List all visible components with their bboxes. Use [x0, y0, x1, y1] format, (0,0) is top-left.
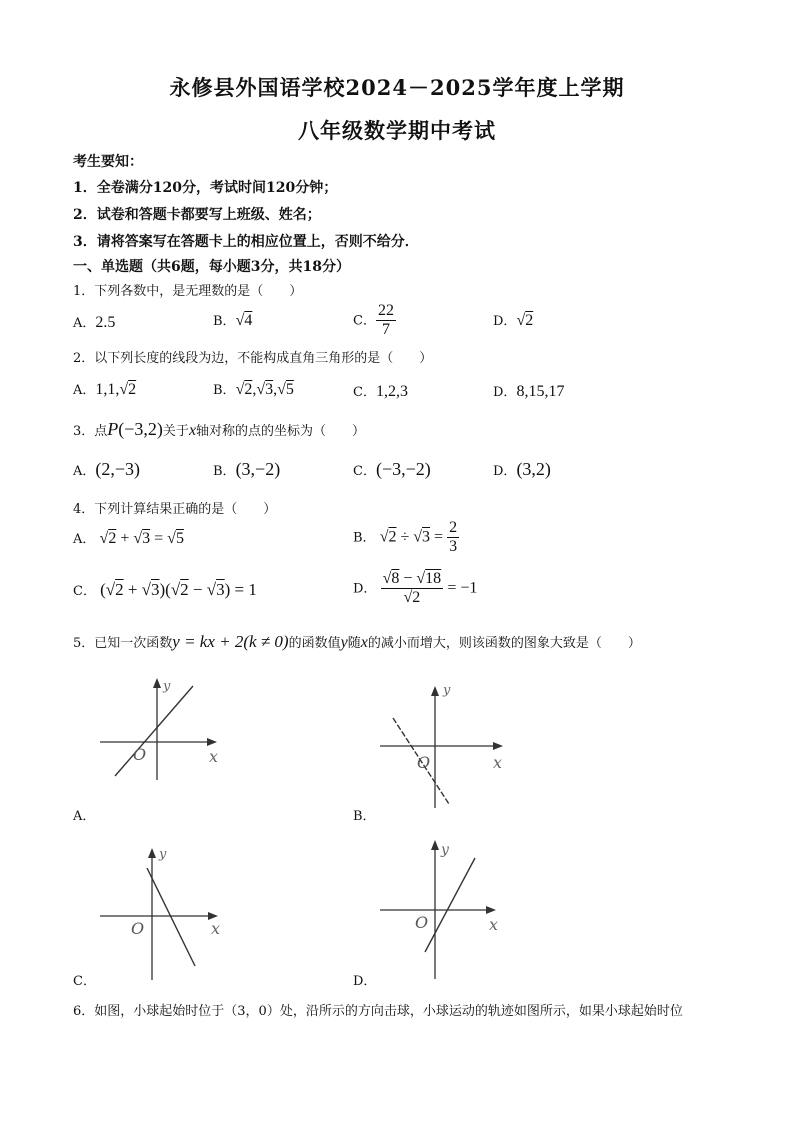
fraction-denominator: 7 [381, 321, 390, 339]
option-label: D． [493, 385, 517, 400]
axis-y-label: y [159, 847, 167, 862]
q1-option-b: B．√4 [213, 312, 253, 329]
graph-b-label: B． [353, 809, 376, 824]
stem-text: 随 [347, 636, 361, 651]
option-value: (2,−3) [95, 459, 141, 479]
radicand: 3 [265, 381, 274, 398]
axis-var: x [188, 422, 197, 439]
graph-option-c [95, 840, 235, 980]
q4-option-d: D． $\frac{√8 - √18}{√2}$ = −1 [353, 570, 478, 607]
option-value: (−3,−2) [375, 459, 431, 479]
notice-item-3: 3．请将答案写在答题卡上的相应位置上，否则不给分． [73, 234, 419, 250]
graph-option-b [375, 680, 515, 810]
radicand: 2 [108, 530, 117, 547]
section-heading: 一、单选题（共6题，每小题3分，共18分） [73, 259, 350, 275]
stem-text: 的函数值 [288, 636, 341, 651]
notice-item-2: 2．试卷和答题卡都要写上班级、姓名； [73, 207, 321, 223]
question-2-stem: 2．以下列长度的线段为边，不能构成直角三角形的是（ ） [73, 351, 433, 366]
radicand: 2 [525, 312, 534, 329]
graph-option-d [375, 834, 515, 979]
axis-x-label: x [489, 915, 499, 934]
equation-result: = −1 [447, 579, 478, 597]
q1-option-c [353, 302, 396, 340]
question-5-stem [73, 632, 641, 652]
radicand: 2 [388, 528, 397, 546]
option-label: B． [353, 530, 376, 546]
q4-option-a: A． √2 + √3 = √5 [73, 530, 184, 547]
axis-y-label: y [443, 683, 451, 698]
fraction-denominator: 3 [449, 538, 458, 556]
option-label: A． [73, 464, 96, 479]
q3-option-d [493, 459, 551, 480]
graph-c-label: C． [73, 974, 96, 989]
question-6-stem: 6．如图，小球起始时位于（3，0）处，沿所示的方向击球，小球运动的轨迹如图所示，如果小球起始时位 [73, 1004, 683, 1019]
q3-option-b [213, 459, 280, 480]
stem-text: 轴对称的点的坐标为（ ） [196, 424, 366, 439]
axis-y-label: y [163, 679, 171, 694]
option-label: A． [73, 532, 96, 547]
exam-title-line2: 八年级数学期中考试 [298, 118, 496, 143]
option-value: 8,15,17 [516, 383, 565, 400]
option-label: D． [353, 581, 377, 597]
radicand: 2 [180, 580, 189, 599]
option-label: C． [353, 313, 376, 329]
option-value: 1,2,3 [375, 383, 408, 400]
radicand: 8 [391, 570, 400, 587]
option-label: C． [353, 464, 376, 479]
option-value: (3,−2) [235, 459, 281, 479]
radicand: 2 [115, 580, 124, 599]
radicand: 2 [412, 589, 421, 607]
option-label: D． [493, 314, 517, 329]
point-name: P [107, 419, 119, 439]
equation-result: = 1 [234, 580, 257, 599]
option-value: (3,2) [516, 459, 551, 479]
radicand: 2 [244, 381, 253, 398]
radicand: 5 [175, 530, 184, 547]
graph-a-label: A． [73, 809, 96, 824]
origin-label: O [417, 753, 431, 772]
graph-d-label: D． [353, 974, 377, 989]
axis-x-label: x [211, 919, 221, 938]
option-label: C． [73, 584, 96, 599]
q2-option-d [493, 381, 564, 401]
q2-option-a: A．1,1,√2 [73, 381, 137, 398]
option-label: D． [493, 464, 517, 479]
function-expression: y = kx + 2(k ≠ 0) [172, 632, 289, 651]
notice-heading: 考生要知： [73, 154, 143, 170]
stem-text: 5．已知一次函数 [73, 636, 173, 651]
question-3-stem [73, 419, 365, 440]
stem-text: 关于 [162, 424, 189, 439]
q4-option-b: B． √2 ÷ √3 = $\frac{2}{3}$ [353, 519, 458, 556]
radicand: 3 [422, 528, 431, 546]
point-coords: (−3,2) [118, 419, 163, 439]
axis-x-label: x [493, 753, 503, 772]
question-4-stem: 4．下列计算结果正确的是（ ） [73, 502, 277, 517]
radicand: 3 [142, 530, 151, 547]
radicand: 4 [244, 312, 253, 329]
q1-option-d: D．√2 [493, 312, 534, 329]
option-value: 2.5 [95, 314, 116, 331]
stem-text: 3．点 [73, 424, 108, 439]
q2-option-c [353, 381, 408, 401]
q4-option-c: C． (√2 + √3)(√2 − √3) = 1 [73, 580, 257, 599]
stem-text: 的减小而增大，则该函数的图象大致是（ ） [367, 636, 641, 651]
option-label: C． [353, 385, 376, 400]
option-label: A． [73, 383, 96, 398]
fraction-numerator: 22 [376, 302, 396, 321]
graph-option-a [95, 672, 235, 782]
var-y: y [340, 634, 348, 651]
origin-label: O [133, 745, 147, 764]
origin-label: O [131, 919, 145, 938]
option-label: B． [213, 314, 236, 329]
q3-option-a [73, 459, 140, 480]
radicand: 3 [216, 580, 225, 599]
axis-y-label: y [441, 842, 449, 858]
radicand: 18 [425, 570, 442, 587]
radicand: 2 [128, 381, 137, 398]
question-1-stem: 1．下列各数中，是无理数的是（ ） [73, 284, 303, 299]
option-label: B． [213, 464, 236, 479]
exam-title-line1: 永修县外国语学校2024－2025学年度上学期 [169, 75, 625, 100]
radicand: 3 [151, 580, 160, 599]
option-label: B． [213, 383, 236, 398]
var-x: x [360, 634, 368, 651]
notice-item-1: 1．全卷满分120分，考试时间120分钟； [73, 180, 338, 196]
origin-label: O [415, 913, 429, 932]
option-value: 1,1, [95, 381, 120, 398]
fraction-numerator: 2 [447, 519, 459, 538]
radicand: 5 [285, 381, 294, 398]
q3-option-c [353, 459, 431, 480]
axis-x-label: x [209, 747, 219, 766]
option-label: A． [73, 316, 96, 331]
q2-option-b: B．√2,√3,√5 [213, 381, 294, 398]
q1-option-a [73, 312, 115, 332]
